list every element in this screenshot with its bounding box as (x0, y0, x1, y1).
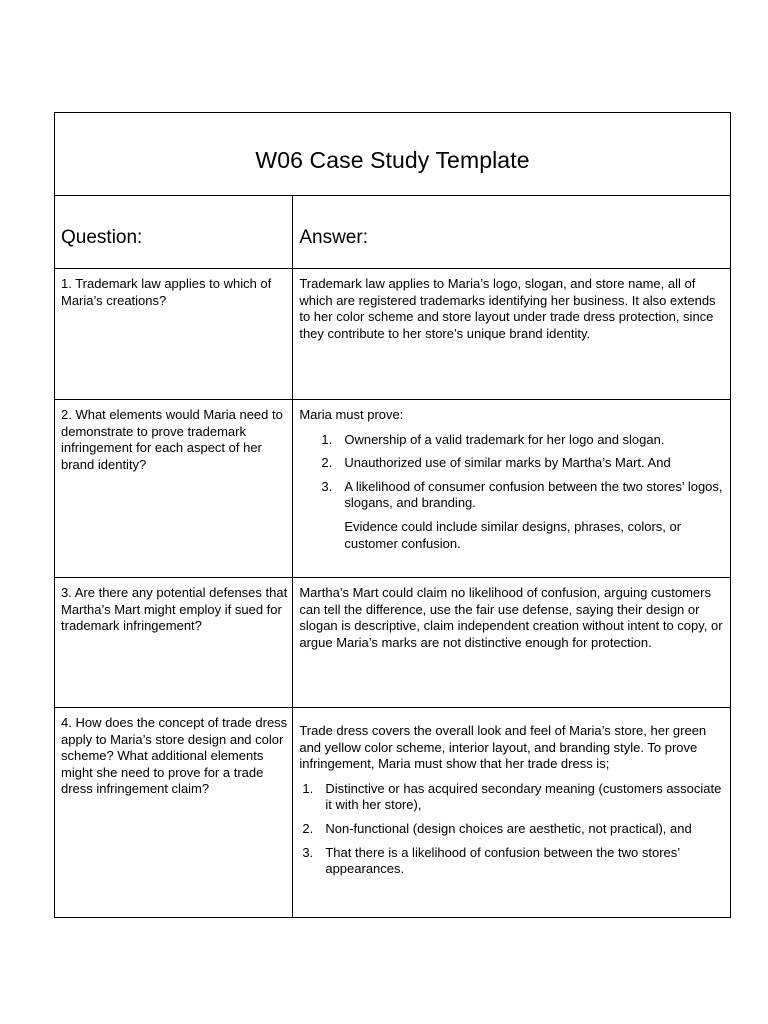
numbered-list (299, 432, 724, 512)
list-item-text: Non-functional (design choices are aesthetic, not practical), and (325, 820, 692, 836)
table-row (55, 400, 731, 578)
list-number: 3. (302, 844, 314, 860)
list-item-text: Distinctive or has acquired secondary meaning (customers associate it with her store), (325, 780, 722, 813)
list-item-text: Ownership of a valid trademark for her logo and slogan. (344, 431, 665, 447)
question-text: 4. How does the concept of trade dress apply to Maria’s store design and color scheme? What additional elements might she need to prove for a trade dress infringement claim? (61, 715, 288, 797)
list-item (299, 455, 724, 472)
title-row (55, 113, 731, 196)
answer-cell (293, 578, 731, 708)
list-item (299, 821, 724, 838)
question-text: 3. Are there any potential defenses that Martha’s Mart might employ if sued for trademark infringement? (61, 585, 288, 634)
case-study-table (54, 112, 731, 918)
question-header-cell (55, 196, 293, 269)
evidence-note: Evidence could include similar designs, phrases, colors, or customer confusion. (344, 518, 682, 551)
answer-text: Martha’s Mart could claim no likelihood of confusion, arguing customers can tell the difference, use the fair use defense, saying their design or slogan is descriptive, claim independent creation without intent to copy, or argue Maria’s marks are not distinctive enough for protection. (299, 585, 723, 650)
list-number: 3. (321, 478, 333, 494)
answer-intro: Maria must prove: (299, 407, 404, 422)
list-item-text: A likelihood of consumer confusion between the two stores’ logos, slogans, and branding. (344, 478, 723, 511)
numbered-list (299, 781, 724, 878)
list-item (299, 781, 724, 814)
question-cell (55, 578, 293, 708)
list-item (299, 432, 724, 449)
answer-cell (293, 708, 731, 918)
list-number: 2. (302, 820, 314, 836)
list-item-text: That there is a likelihood of confusion between the two stores’ appearances. (325, 844, 680, 877)
answer-text: Trademark law applies to Maria’s logo, slogan, and store name, all of which are registered trademarks identifying her business. It also extends to her color scheme and store layout under trade dress protection, since they contribute to her store’s unique brand identity. (299, 276, 716, 341)
answer-header-cell (293, 196, 731, 269)
document-title: W06 Case Study Template (255, 146, 530, 173)
question-cell (55, 269, 293, 400)
title-cell (55, 113, 731, 196)
list-item (299, 845, 724, 878)
list-item-text: Unauthorized use of similar marks by Martha’s Mart. And (344, 455, 671, 471)
table-row (55, 269, 731, 400)
answer-intro: Trade dress covers the overall look and feel of Maria’s store, her green and yellow color scheme, interior layout, and branding style. To prove infringement, Maria must show that her trade dress is; (299, 723, 707, 772)
question-cell (55, 400, 293, 578)
header-row (55, 196, 731, 269)
question-cell (55, 708, 293, 918)
list-number: 2. (321, 455, 333, 471)
answer-cell (293, 400, 731, 578)
question-text: 2. What elements would Maria need to demonstrate to prove trademark infringement for each aspect of her brand identity? (61, 407, 283, 472)
question-text: 1. Trademark law applies to which of Maria’s creations? (61, 276, 272, 308)
answer-cell (293, 269, 731, 400)
table-row (55, 578, 731, 708)
table-row (55, 708, 731, 918)
list-number: 1. (321, 431, 333, 447)
list-item (299, 479, 724, 512)
answer-header: Answer: (299, 227, 368, 248)
question-header: Question: (61, 227, 143, 248)
list-number: 1. (302, 780, 314, 796)
